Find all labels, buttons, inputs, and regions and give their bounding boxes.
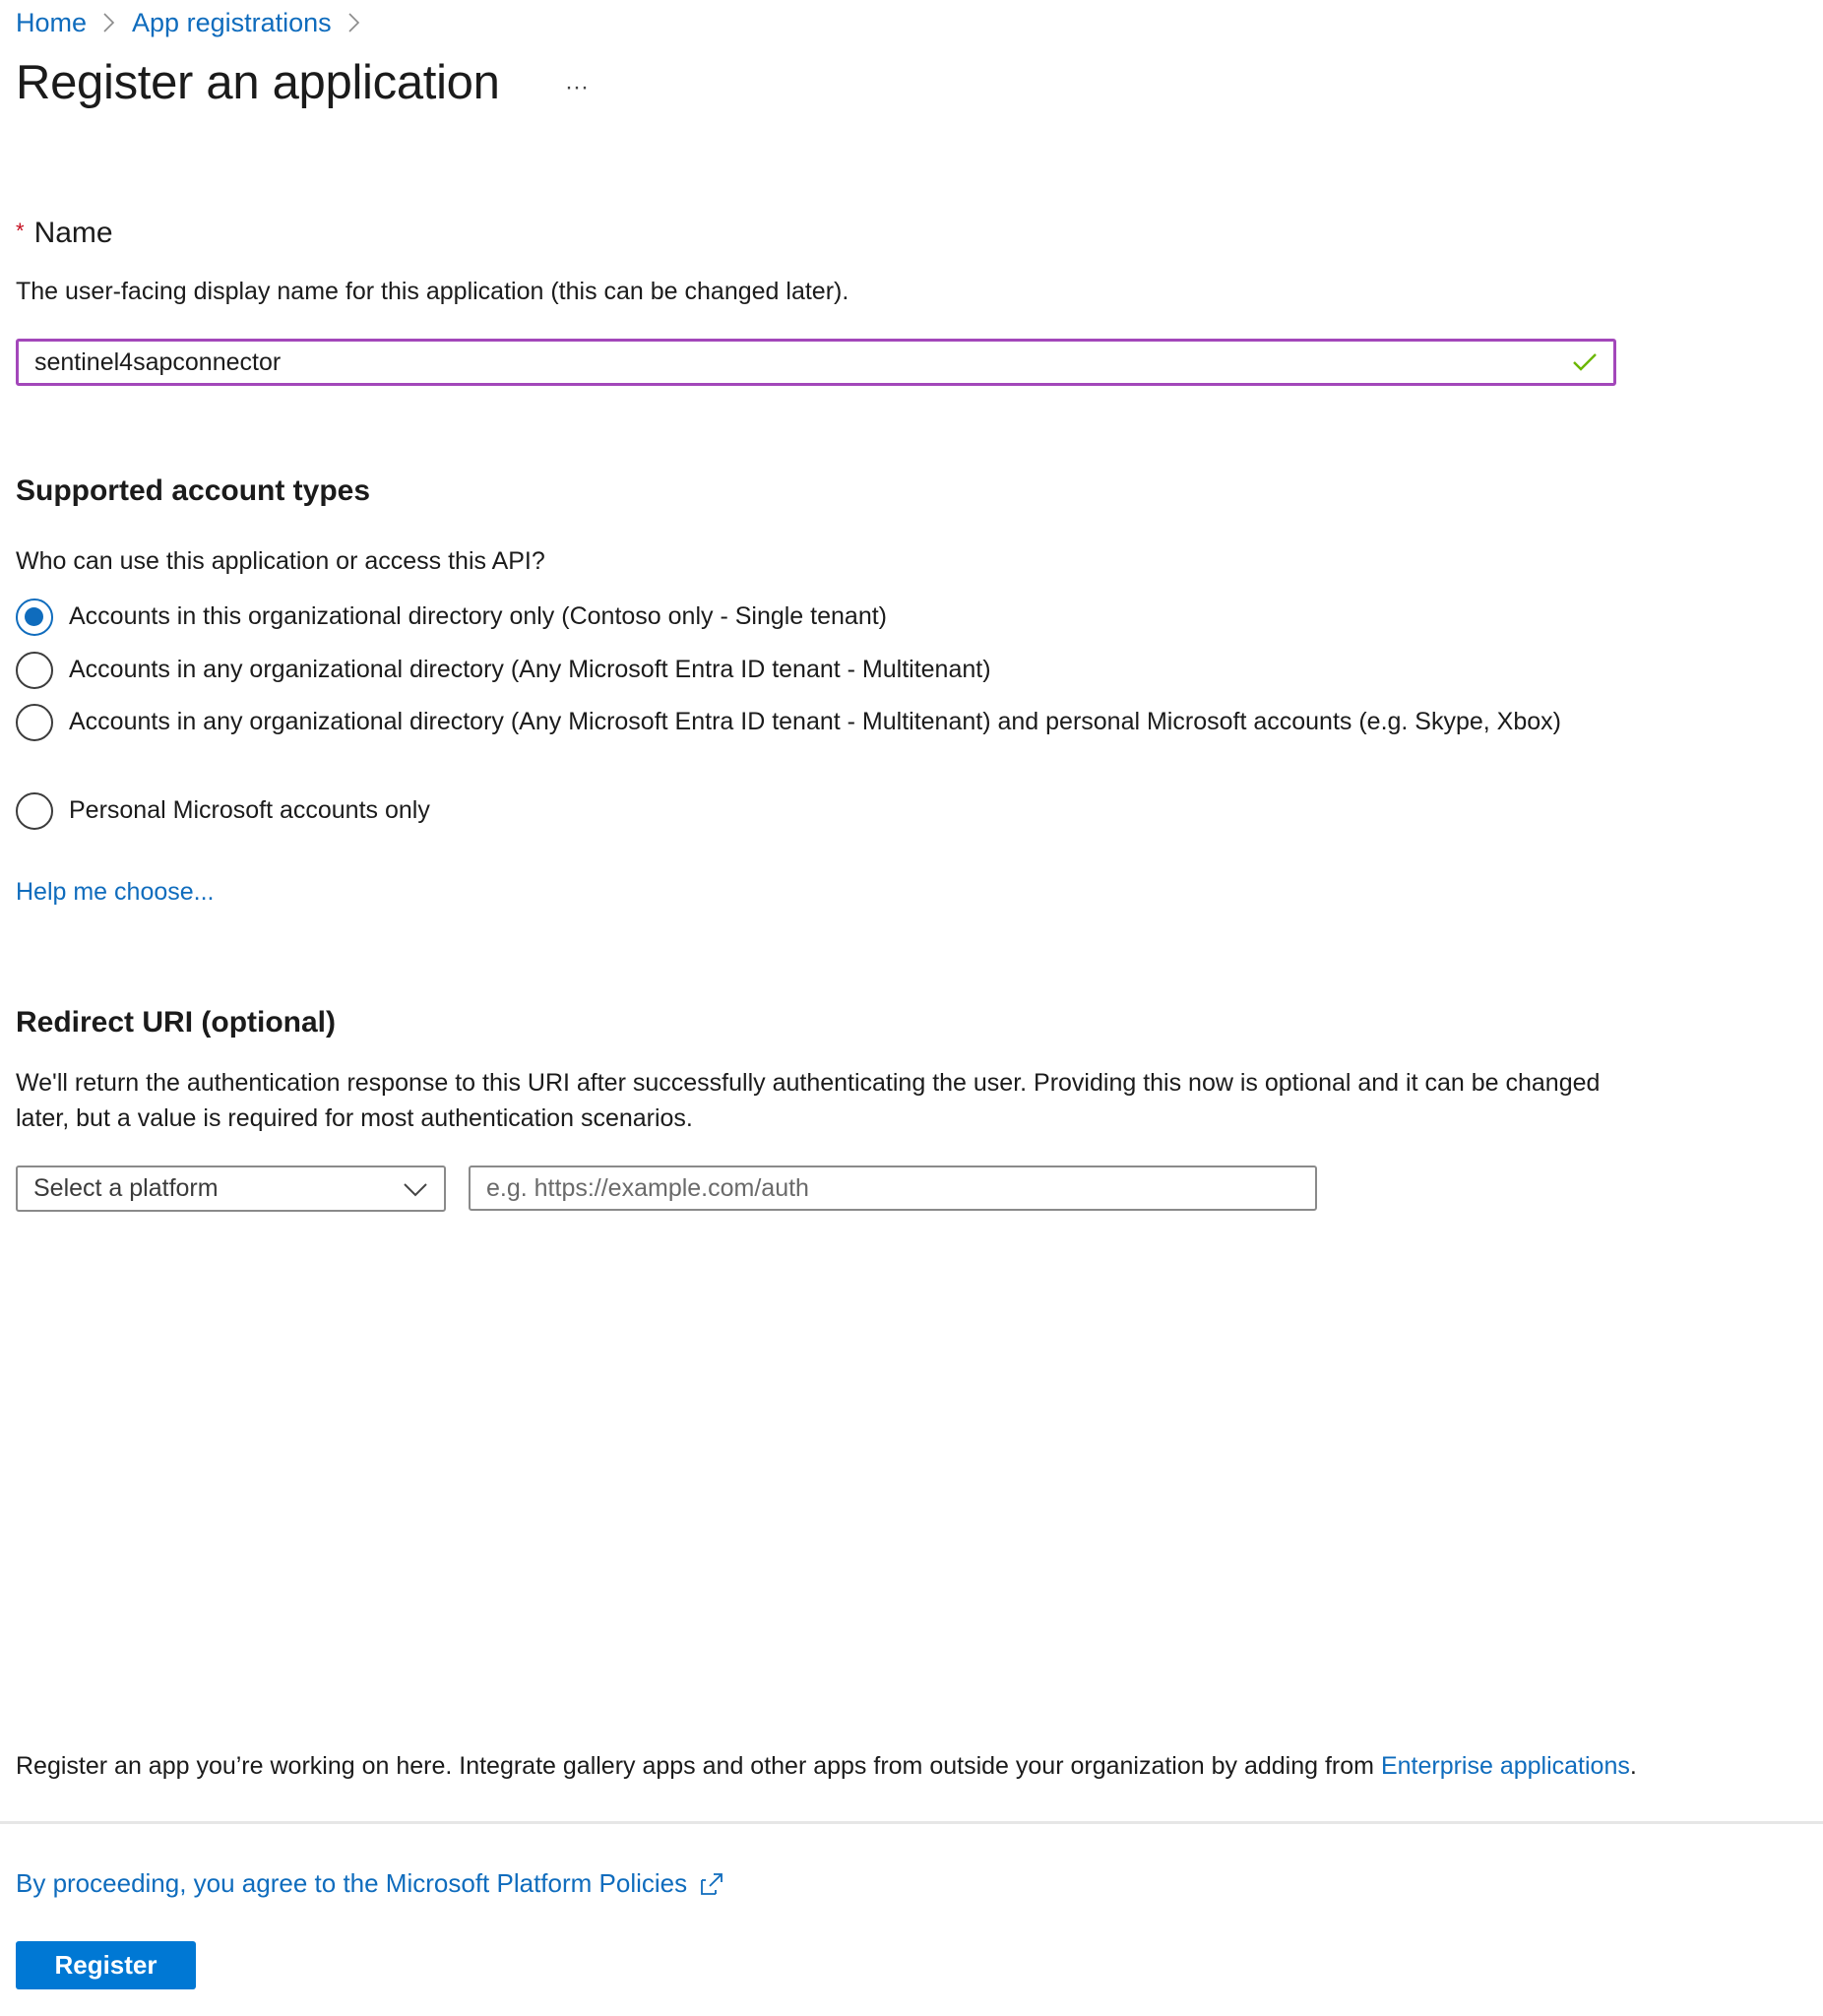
radio-button[interactable] [16,704,53,741]
radio-button[interactable] [16,652,53,689]
redirect-uri-input[interactable] [469,1166,1317,1211]
radio-option-personal-only[interactable] [16,792,1604,830]
breadcrumb [16,4,377,41]
account-types-heading: Supported account types [16,474,371,507]
enterprise-applications-link[interactable]: Enterprise applications [1380,1752,1630,1780]
radio-label: Personal Microsoft accounts only [69,796,430,824]
platform-select[interactable] [16,1166,446,1212]
redirect-uri-heading: Redirect URI (optional) [16,1006,337,1039]
breadcrumb-app-registrations[interactable]: App registrations [132,7,332,37]
radio-label: Accounts in this organizational directory only (Contoso only - Single tenant) [69,602,887,630]
platform-policies-link[interactable] [16,1868,724,1899]
footer-note-suffix: . [1629,1752,1637,1780]
ellipsis-icon: ··· [565,74,589,100]
chevron-down-icon [403,1181,428,1197]
platform-policies-text: By proceeding, you agree to the Microsoft Platform Policies [16,1868,688,1898]
breadcrumb-home[interactable]: Home [16,7,88,37]
name-input[interactable] [16,339,1616,386]
name-input-value: sentinel4sapconnector [34,347,282,376]
external-link-icon [687,1871,724,1897]
required-marker: * [16,219,25,243]
radio-button[interactable] [16,792,53,830]
radio-option-single-tenant[interactable] [16,598,1604,636]
redirect-uri-description: We'll return the authentication response to this URI after successfully authenticating the user. Providing this now is optional and it can be changed later, but a value is required for most authentication scenarios. [16,1069,1601,1132]
account-types-question: Who can use this application or access this API? [16,547,545,575]
platform-select-value: Select a platform [33,1174,219,1202]
help-me-choose-link[interactable]: Help me choose... [16,878,215,906]
divider [0,1821,1823,1824]
footer-note-text: Register an app you’re working on here. Integrate gallery apps and other apps from outside your organization by adding from [16,1752,1381,1780]
radio-label: Accounts in any organizational directory (Any Microsoft Entra ID tenant - Multitenant) [69,656,991,683]
radio-button-checked[interactable] [16,598,53,636]
name-label [16,217,113,250]
chevron-right-icon [102,11,116,34]
radio-option-multitenant-personal[interactable] [16,704,1624,741]
checkmark-icon [1572,352,1598,372]
page-title: Register an application [16,56,500,109]
name-description: The user-facing display name for this application (this can be changed later). [16,278,849,305]
name-label-text: Name [33,217,113,249]
radio-label: Accounts in any organizational directory (Any Microsoft Entra ID tenant - Multitenant) and personal Microsoft accounts (e.g. Skype, Xbox) [69,708,1561,735]
footer-note [16,1752,1637,1781]
radio-option-multitenant[interactable] [16,652,1604,689]
chevron-right-icon [347,11,361,34]
more-options-button[interactable] [559,73,595,102]
register-button[interactable]: Register [16,1941,196,1989]
